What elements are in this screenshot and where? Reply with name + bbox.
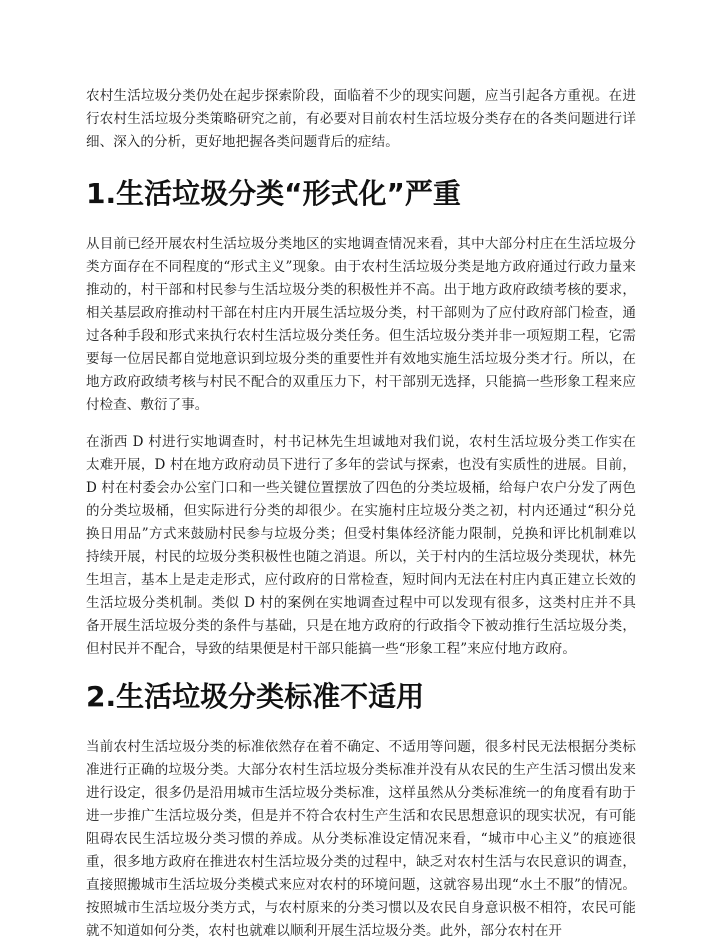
section-2-heading: 2.生活垃圾分类标准不适用 [86,680,425,713]
intro-paragraph: 农村生活垃圾分类仍处在起步探索阶段，面临着不少的现实问题，应当引起各方重视。在进行农村生活垃圾分类策略研究之前，有必要对目前农村生活垃圾分类存在的各类问题进行详细、深入的分析，更好地把握各类问题背后的症结。 [86,88,636,150]
document-page [86,85,636,943]
section-1-paragraph-2: 在浙西 D 村进行实地调查时，村书记林先生坦诚地对我们说，农村生活垃圾分类工作实在太难开展，D 村在地方政府动员下进行了多年的尝试与探索，也没有实质性的进展。目前，D 村在村委会办公室门口和一些关键位置摆放了四色的分类垃圾桶，给每户农户分发了两色的分类垃圾桶，但实际进行分类的却很少。在实施村庄垃圾分类之初，村内还通过“积分兑换日用品”方式来鼓励村民参与垃圾分类；但受村集体经济能力限制，兑换和评比机制难以持续开展，村民的垃圾分类积极性也随之消退。所以，关于村内的生活垃圾分类现状，林先生坦言，基本上是走走形式，应付政府的日常检查，短时间内无法在村庄内真正建立长效的生活垃圾分类机制。类似 D 村的案例在实地调查过程中可以发现有很多，这类村庄并不具备开展生活垃圾分类的条件与基础，只是在地方政府的行政指令下被动推行生活垃圾分类，但村民并不配合，导致的结果便是村干部只能搞一些“形象工程”来应付地方政府。 [86,434,636,657]
section-1-paragraph-1: 从目前已经开展农村生活垃圾分类地区的实地调查情况来看，其中大部分村庄在生活垃圾分类方面存在不同程度的“形式主义”现象。由于农村生活垃圾分类是地方政府通过行政力量来推动的，村干部和村民参与生活垃圾分类的积极性并不高。出于地方政府政绩考核的要求，相关基层政府推动村干部在村庄内开展生活垃圾分类，村干部则为了应付政府部门检查，通过各种手段和形式来执行农村生活垃圾分类任务。但生活垃圾分类并非一项短期工程，它需要每一位居民都自觉地意识到垃圾分类的重要性并有效地实施生活垃圾分类才行。所以，在地方政府政绩考核与村民不配合的双重压力下，村干部别无选择，只能搞一些形象工程来应付检查、敷衍了事。 [86,236,636,413]
section-2-paragraph-1: 当前农村生活垃圾分类的标准依然存在着不确定、不适用等问题，很多村民无法根据分类标准进行正确的垃圾分类。大部分农村生活垃圾分类标准并没有从农民的生产生活习惯出发来进行设定，很多仍是沿用城市生活垃圾分类标准，这样虽然从分类标准统一的角度看有助于进一步推广生活垃圾分类，但是并不符合农村生产生活和农民思想意识的现实状况，有可能阻碍农民生活垃圾分类习惯的养成。从分类标准设定情况来看，“城市中心主义”的痕迹很重，很多地方政府在推进农村生活垃圾分类的过程中，缺乏对农村生活与农民意识的调查，直接照搬城市生活垃圾分类模式来应对农村的环境问题，这就容易出现“水土不服”的情况。按照城市生活垃圾分类方式，与农村原来的分类习惯以及农民自身意识极不相符，农民可能就不知道如何分类，农村也就难以顺利开展生活垃圾分类。此外，部分农村在开 [86,739,636,939]
section-1-heading: 1.生活垃圾分类“形式化”严重 [86,177,461,210]
